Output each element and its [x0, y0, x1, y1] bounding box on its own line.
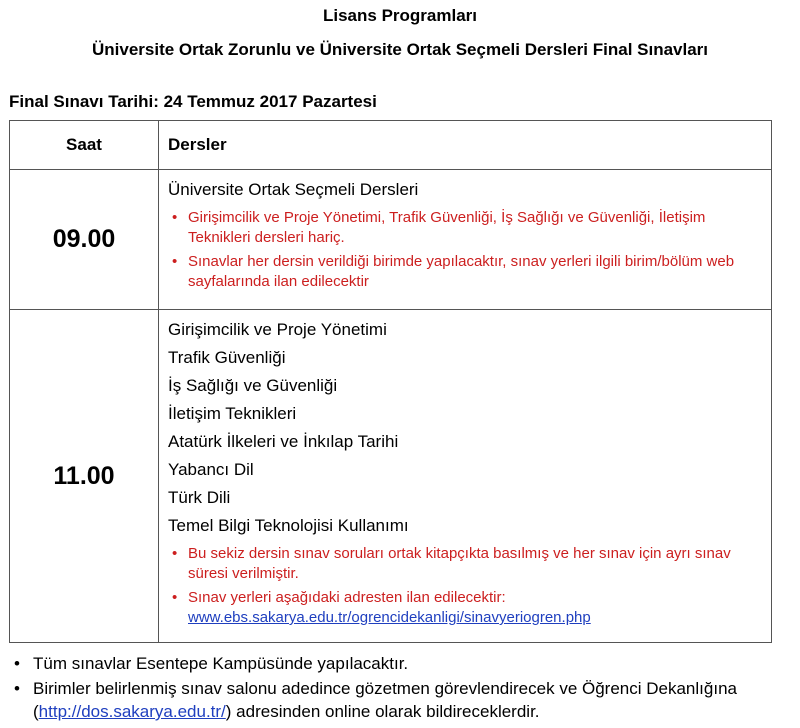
note-list — [168, 208, 761, 292]
exam-schedule-table — [9, 120, 772, 643]
table-row — [10, 170, 772, 310]
note-item: • Sınavlar her dersin verildiği birimde yapılacaktır, sınav yerleri ilgili birim/bölüm web sayfalarında ilan edilecektir — [188, 252, 761, 292]
note-item: • Girişimcilik ve Proje Yönetimi, Trafik Güvenliği, İş Sağlığı ve Güvenliği, İletişim Teknikleri dersleri hariç. — [188, 208, 761, 248]
dos-link[interactable]: http://dos.sakarya.edu.tr/ — [38, 702, 226, 721]
note-text: Sınav yerleri aşağıdaki adresten ilan edilecektir: — [188, 589, 506, 606]
course-item: Girişimcilik ve Proje Yönetimi — [168, 320, 387, 339]
course-item: Yabancı Dil — [168, 460, 254, 479]
note-list — [168, 544, 761, 628]
course-item: İletişim Teknikleri — [168, 404, 297, 423]
course-item: Türk Dili — [168, 488, 231, 507]
column-header-time: Saat — [10, 121, 159, 170]
page-subtitle: Üniversite Ortak Zorunlu ve Üniversite Ortak Seçmeli Dersleri Final Sınavları — [91, 40, 709, 59]
time-cell: 09.00 — [10, 170, 159, 310]
time-cell: 11.00 — [10, 310, 159, 643]
column-header-courses: Dersler — [159, 121, 772, 170]
course-item: İş Sağlığı ve Güvenliği — [168, 376, 338, 395]
exam-date: Final Sınavı Tarihi: 24 Temmuz 2017 Pazartesi — [9, 92, 377, 111]
footer-note — [10, 677, 790, 723]
note-item — [188, 588, 761, 628]
course-item: Trafik Güvenliği — [168, 348, 286, 367]
course-item: Üniversite Ortak Seçmeli Dersleri — [168, 180, 419, 199]
footer-note: • Tüm sınavlar Esentepe Kampüsünde yapılacaktır. — [10, 652, 790, 675]
course-item: Atatürk İlkeleri ve İnkılap Tarihi — [168, 432, 399, 451]
courses-cell — [159, 170, 772, 310]
course-item: Temel Bilgi Teknolojisi Kullanımı — [168, 516, 409, 535]
courses-cell — [159, 310, 772, 643]
footer-notes — [10, 652, 790, 725]
page-title: Lisans Programları — [322, 6, 477, 25]
note-item: • Bu sekiz dersin sınav soruları ortak kitapçıkta basılmış ve her sınav için ayrı sınav süresi verilmiştir. — [188, 544, 761, 584]
table-row — [10, 310, 772, 643]
footer-note-text: ) adresinden online olarak bildireceklerdir. — [225, 702, 540, 721]
exam-location-link[interactable]: www.ebs.sakarya.edu.tr/ogrencidekanligi/sinavyeriogren.php — [188, 609, 591, 626]
table-header-row — [10, 121, 772, 170]
footer-note-text: Birimler belirlenmiş sınav salonu adedince gözetmen görevlendirecek ve Öğrenci Dekanlığına ( — [33, 679, 737, 721]
